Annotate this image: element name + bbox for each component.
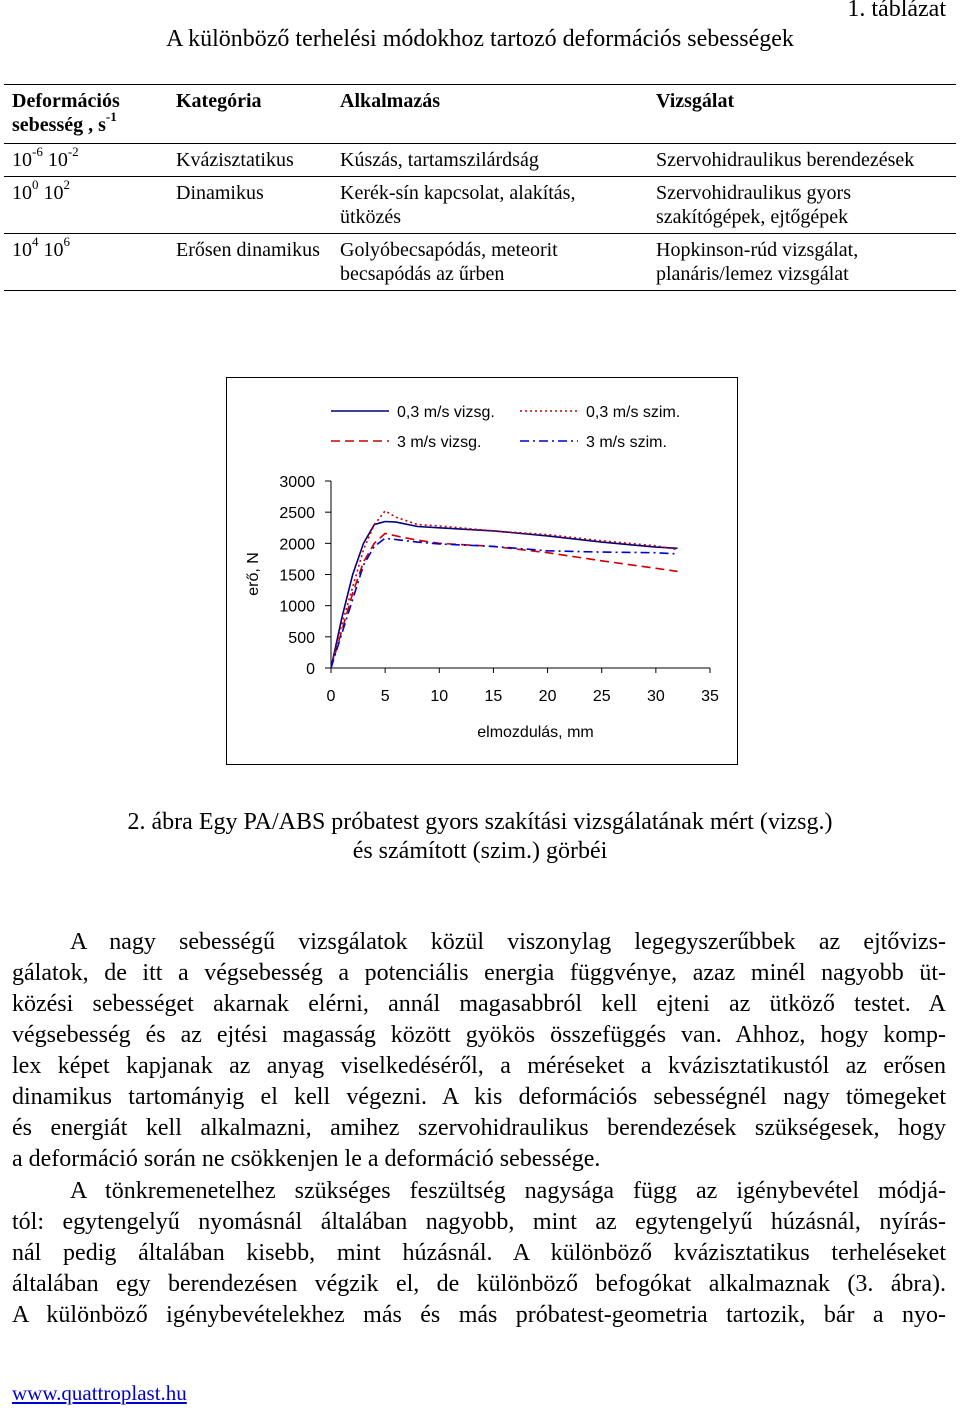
rate-cell: $10^{-6}$ $10^{-2}$ <box>4 144 168 177</box>
caption-line-2: és számított (szim.) görbéi <box>352 837 608 864</box>
x-tick-label: 10 <box>430 688 449 705</box>
paragraph-line: nál pedig általában kisebb, mint húzásnál. A különböző kvázisztatikus terheléseket <box>12 1240 946 1266</box>
series-line <box>331 533 678 668</box>
paragraph-line: közési sebességet akarnak elérni, annál magasabbról kell ejteni az ütköző testet. A <box>12 991 946 1017</box>
y-tick-label: 2500 <box>279 505 315 523</box>
legend-label: 0,3 m/s vizsg. <box>397 404 495 421</box>
x-tick-label: 25 <box>592 688 611 705</box>
header-category: Kategória <box>168 85 332 144</box>
y-tick-label: 1500 <box>279 567 315 585</box>
paragraph-line: lex képet kapjanak az anyag viselkedéséről, a méréseket a kvázisztatikustól az erősen <box>12 1053 946 1079</box>
paragraph-line: általában egy berendezésen végzik el, de különböző befogókat alkalmaznak (3. ábra). <box>12 1271 946 1297</box>
y-tick-label: 0 <box>306 661 315 678</box>
paragraph-line: gálatok, de itt a végsebesség a potenciális energia függvénye, azaz minél nagyobb üt- <box>12 960 946 986</box>
category-cell: Kvázisztatikus <box>168 144 332 177</box>
legend-label: 3 m/s vizsg. <box>397 434 482 451</box>
x-tick-label: 0 <box>326 688 336 705</box>
header-application: Alkalmazás <box>332 85 648 144</box>
x-tick-label: 35 <box>701 688 719 705</box>
legend-label: 3 m/s szim. <box>586 434 667 451</box>
chart-frame <box>226 377 738 765</box>
y-tick-label: 2000 <box>279 536 315 554</box>
table-header-row <box>4 85 956 144</box>
y-tick-label: 1000 <box>279 598 315 616</box>
paragraph-line: dinamikus tartományig el kell végezni. A kis deformációs sebességnél nagy tömegeket <box>12 1084 946 1110</box>
paragraph-line: A tönkremenetelhez szükséges feszültség nagysága függ az igénybevétel módjá- <box>70 1178 946 1204</box>
header-test: Vizsgálat <box>648 85 956 144</box>
y-tick-label: 500 <box>288 629 315 647</box>
legend-label: 0,3 m/s szim. <box>586 404 681 421</box>
paragraph-line: A különböző igénybevételekhez más és más próbatest-geometria tartozik, bár a nyo- <box>12 1302 946 1328</box>
rate-cell: $10^0$ $10^2$ <box>4 177 168 234</box>
application-cell: Kerék-sín kapcsolat, alakítás, ütközés <box>332 177 648 234</box>
table-label: 1. táblázat <box>847 0 946 22</box>
table-title: A különböző terhelési módokhoz tartozó deformációs sebességek <box>166 26 794 52</box>
force-displacement-chart <box>227 378 737 764</box>
deformation-rate-table <box>4 84 956 291</box>
category-cell: Erősen dinamikus <box>168 234 332 291</box>
paragraph-line: végsebesség és az ejtési magasság között gyökös összefüggés van. Ahhoz, hogy komp- <box>12 1022 946 1048</box>
paragraph-line: és energiát kell alkalmazni, amihez szervohidraulikus berendezések szükségesek, hogy <box>12 1115 946 1141</box>
header-rate: Deformációs sebesség , $s^{-1}$ <box>4 85 168 144</box>
figure-caption <box>80 808 880 866</box>
category-cell: Dinamikus <box>168 177 332 234</box>
test-cell: Szervohidraulikus gyors szakítógépek, ejtőgépek <box>648 177 956 234</box>
test-cell: Szervohidraulikus berendezések <box>648 144 956 177</box>
table-row <box>4 177 956 234</box>
y-tick-label: 3000 <box>279 474 315 491</box>
table-row <box>4 234 956 291</box>
y-axis-label: erő, N <box>245 552 262 596</box>
x-tick-label: 15 <box>484 688 503 705</box>
rate-cell: $10^4$ $10^6$ <box>4 234 168 291</box>
series-line <box>331 538 678 668</box>
paragraph-line: A nagy sebességű vizsgálatok közül viszonylag legegyszerűbbek az ejtővizs- <box>70 929 946 955</box>
paragraph-line: tól: egytengelyű nyomásnál általában nagyobb, mint az egytengelyű húzásnál, nyírás- <box>12 1209 946 1235</box>
x-tick-label: 5 <box>380 688 390 705</box>
table-row <box>4 144 956 177</box>
application-cell: Golyóbecsapódás, meteorit becsapódás az űrben <box>332 234 648 291</box>
test-cell: Hopkinson-rúd vizsgálat, planáris/lemez vizsgálat <box>648 234 956 291</box>
paragraph-line: a deformáció során ne csökkenjen le a deformáció sebessége. <box>12 1146 601 1172</box>
footer-website-link[interactable]: www.quattroplast.hu <box>12 1381 187 1405</box>
application-cell: Kúszás, tartamszilárdság <box>332 144 648 177</box>
x-axis-label: elmozdulás, mm <box>477 724 594 741</box>
caption-line-1: 2. ábra Egy PA/ABS próbatest gyors szakítási vizsgálatának mért (vizsg.) <box>127 809 833 835</box>
x-tick-label: 20 <box>538 688 557 705</box>
x-tick-label: 30 <box>646 688 665 705</box>
